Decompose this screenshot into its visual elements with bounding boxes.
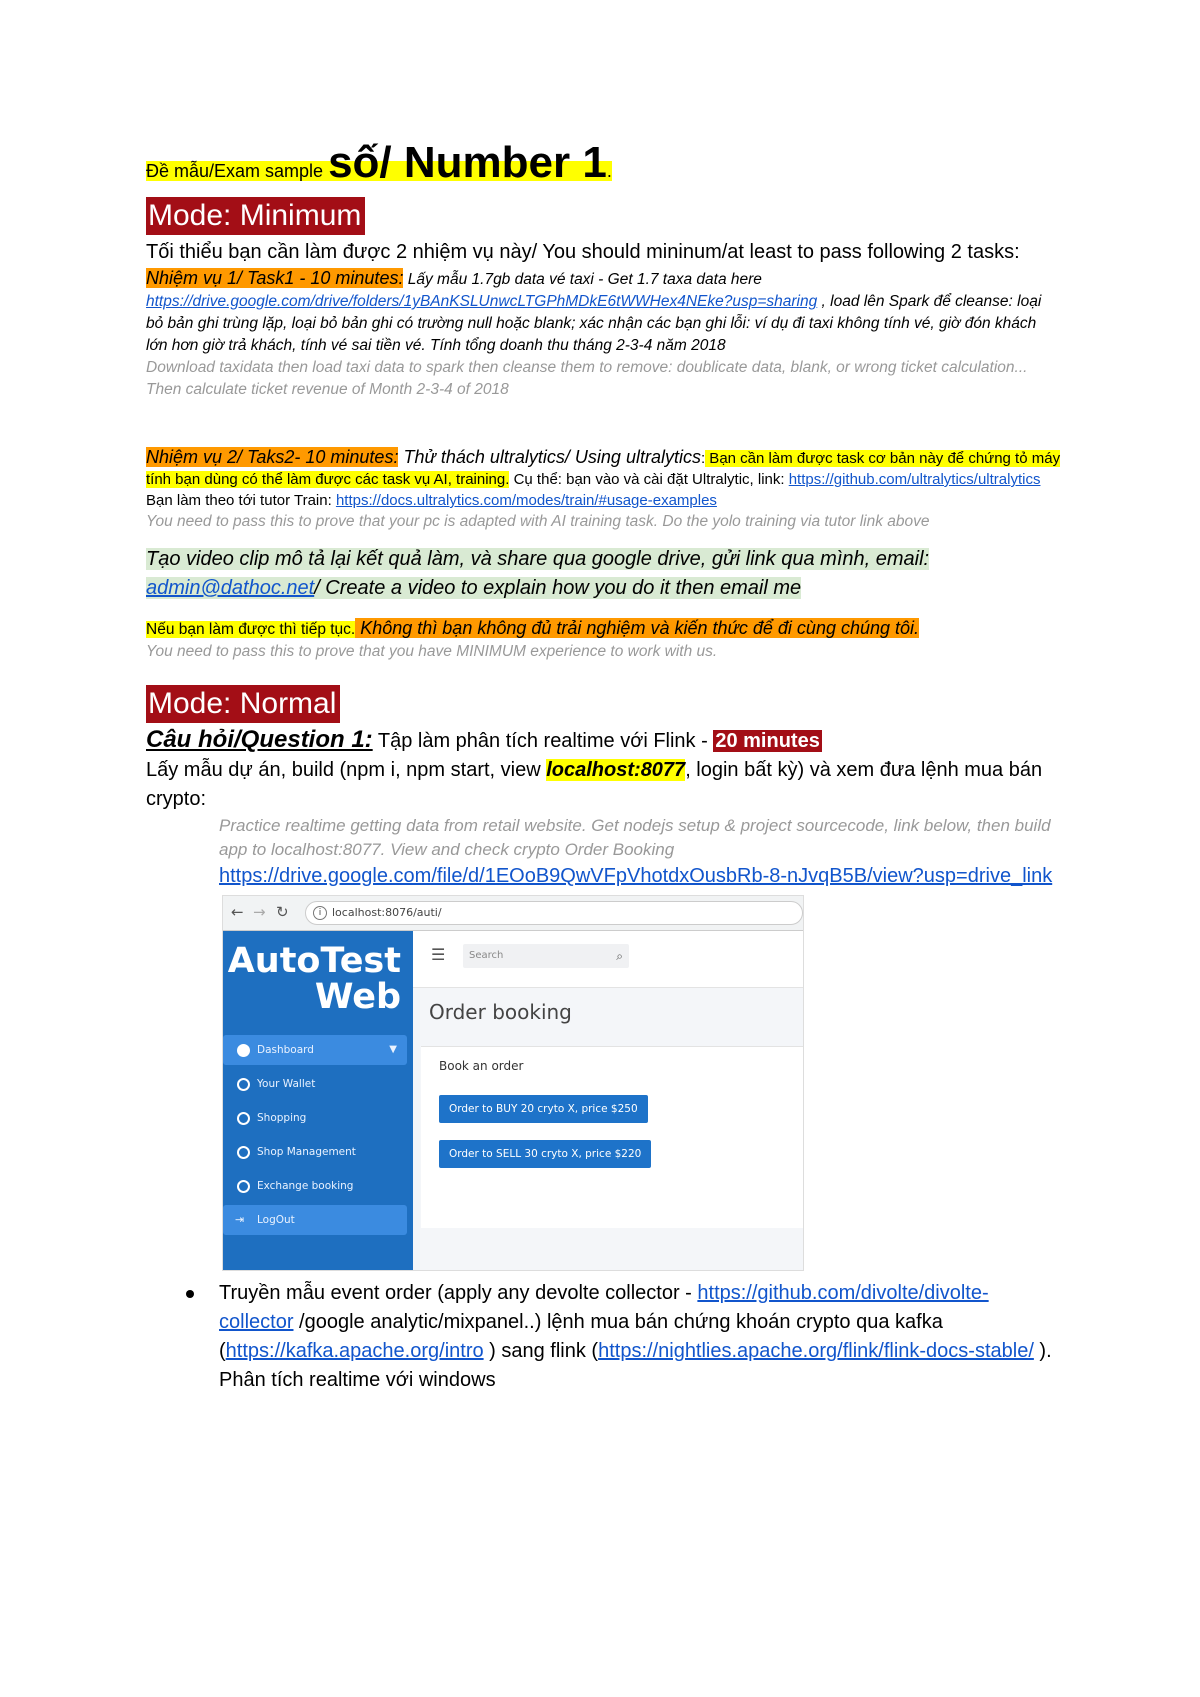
- video-instruction-highlight: [146, 548, 929, 599]
- order-card-title: Book an order: [439, 1059, 524, 1073]
- sell-order-button: Order to SELL 30 cryto X, price $220: [439, 1140, 651, 1168]
- task1-english: Download taxidata then load taxi data to spark then cleanse them to remove: doublicate data, blank, or wrong ticket calculation... Then calculate ticket revenue of Month 2-3-4 of 2018: [146, 359, 1028, 398]
- sidebar-item-exchange-booking: [223, 1171, 407, 1201]
- mode-normal-heading: Mode: Normal: [146, 685, 340, 723]
- task2-heading: Nhiệm vụ 2/ Taks2- 10 minutes:: [146, 447, 399, 467]
- app-screenshot: [222, 895, 804, 1271]
- exam-title-highlight: [146, 138, 612, 187]
- task2-paragraph: [146, 447, 1061, 511]
- exam-title: [146, 140, 1061, 194]
- question1-line: [146, 725, 1061, 756]
- sidebar-item-label: Your Wallet: [257, 1078, 316, 1090]
- question1-drive-link[interactable]: https://drive.google.com/file/d/1EOoB9QwVFpVhotdxOusbRb-8-nJvqB5B/view?usp=drive_link: [219, 865, 1053, 887]
- closing-english: You need to pass this to prove that you have MINIMUM experience to work with us.: [146, 643, 718, 660]
- video-text-en: / Create a video to explain how you do it then email me: [314, 577, 802, 599]
- app-topbar: [413, 931, 803, 988]
- question1-english: Practice realtime getting data from retail website. Get nodejs setup & project sourcecode, link below, then build app to localhost:8077. View and check crypto Order Booking: [219, 816, 1051, 859]
- info-icon: i: [313, 906, 327, 920]
- task2-english: You need to pass this to prove that your pc is adapted with AI training task. Do the yolo training via tutor link above: [146, 513, 930, 530]
- sidebar-item-shopping: [223, 1103, 407, 1133]
- sidebar-item-logout: [223, 1205, 407, 1235]
- logo-line-1: AutoTest: [227, 941, 401, 981]
- bullet-list: [146, 1279, 1061, 1395]
- closing-paragraph: [146, 617, 1061, 641]
- mode-minimum-heading-wrap: [146, 197, 1061, 235]
- task1-paragraph: [146, 267, 1061, 357]
- search-placeholder: Search: [469, 950, 504, 961]
- address-bar: [305, 901, 803, 925]
- question1-link-line: [219, 862, 1061, 891]
- search-icon: ⌕: [616, 949, 623, 963]
- flink-link[interactable]: https://nightlies.apache.org/flink/flink-docs-stable/: [598, 1340, 1034, 1362]
- exam-title-prefix: Đề mẫu/Exam sample: [146, 161, 329, 181]
- sidebar-item-label: LogOut: [257, 1214, 295, 1226]
- dashboard-icon: [237, 1044, 250, 1057]
- sidebar-item-label: Dashboard: [257, 1044, 314, 1056]
- task1-heading: Nhiệm vụ 1/ Task1 - 10 minutes:: [146, 268, 404, 288]
- browser-toolbar: [223, 896, 803, 931]
- video-text: Tạo video clip mô tả lại kết quả làm, và share qua google drive, gửi link qua mình, email:: [146, 548, 930, 570]
- divolte-link[interactable]: https://github.com/divolte/divolte-collector: [219, 1282, 989, 1333]
- mode-normal-heading-wrap: [146, 685, 1061, 723]
- circle-icon: [237, 1078, 250, 1091]
- video-instruction: [146, 545, 1061, 603]
- app-logo: [223, 931, 413, 1015]
- email-link[interactable]: admin@dathoc.net: [146, 577, 315, 599]
- task1-drive-link[interactable]: https://drive.google.com/drive/folders/1yBAnKSLUnwcLTGPhMDkE6tWWHex4NEke?usp=sharing: [146, 293, 818, 310]
- closing-orange: Không thì bạn không đủ trải nghiệm và kiến thức để đi cùng chúng tôi.: [355, 618, 920, 638]
- back-arrow-icon: ←: [231, 903, 244, 921]
- closing-yellow: Nếu bạn làm được thì tiếp tục.: [146, 621, 356, 638]
- document-page: [146, 140, 1061, 1395]
- circle-icon: [237, 1180, 250, 1193]
- task2-text: Cụ thể: bạn vào và cài đặt Ultralytic, link:: [509, 471, 789, 488]
- search-input: [463, 944, 629, 968]
- time-badge: 20 minutes: [715, 730, 820, 752]
- question1-instructions: [146, 756, 1061, 814]
- bullet-dot-icon: [186, 1290, 194, 1298]
- order-card: [421, 1046, 803, 1228]
- sidebar-item-shop-management: [223, 1137, 407, 1167]
- question1-line2a: Lấy mẫu dự án, build (npm i, npm start, view: [146, 759, 547, 781]
- buy-order-button: Order to BUY 20 cryto X, price $250: [439, 1095, 648, 1123]
- sidebar-item-dashboard: [223, 1035, 407, 1065]
- question1-line2b: , login bất kỳ) và xem đưa lệnh mua bán crypto:: [146, 759, 1043, 810]
- exam-title-number: số/ Number 1: [328, 138, 607, 187]
- bullet1-text-3: ) sang flink (: [483, 1340, 599, 1362]
- hamburger-icon: ☰: [431, 945, 446, 964]
- forward-arrow-icon: →: [253, 903, 266, 921]
- logout-icon: ⇥: [235, 1213, 245, 1226]
- circle-icon: [237, 1146, 250, 1159]
- localhost-highlight: localhost:8077: [546, 759, 686, 781]
- task2-github-link[interactable]: https://github.com/ultralytics/ultralytics: [788, 471, 1041, 488]
- task1-text: Lấy mẫu 1.7gb data vé taxi - Get 1.7 taxa data here: [403, 271, 762, 288]
- address-url: localhost:8076/auti/: [332, 906, 442, 919]
- kafka-link[interactable]: https://kafka.apache.org/intro: [225, 1340, 484, 1362]
- task2-colon: :: [700, 450, 706, 467]
- app-sidebar: [223, 931, 413, 1270]
- question1-label: Câu hỏi/Question 1:: [146, 726, 373, 753]
- task1-text-cont: , load lên Spark để cleanse: loại bỏ bản ghi trùng lặp, loại bỏ bản ghi có trường null hoặc blank; xác nhận các bạn ghi lỗi: ví dụ đi taxi không tính vé, giờ đón khách lớn hơn giờ trả khách, tính vé sai tiền vé. Tính tổng doanh thu tháng 2-3-4 năm 2018: [146, 293, 1042, 354]
- circle-icon: [237, 1112, 250, 1125]
- exam-title-suffix: .: [606, 161, 612, 181]
- task2-subtitle: Thử thách ultralytics/ Using ultralytics: [398, 447, 701, 467]
- sidebar-item-label: Shopping: [257, 1112, 307, 1124]
- sidebar-item-label: Shop Management: [257, 1146, 356, 1158]
- bullet1-text: Truyền mẫu event order (apply any devolte collector -: [219, 1282, 698, 1304]
- logo-line-2: Web: [314, 977, 401, 1017]
- reload-icon: ↻: [276, 903, 289, 921]
- list-item: [146, 1279, 1061, 1395]
- task2-docs-link[interactable]: https://docs.ultralytics.com/modes/train/#usage-examples: [335, 492, 717, 509]
- question1-text: Tập làm phân tích realtime với Flink -: [372, 730, 714, 752]
- sidebar-item-label: Exchange booking: [257, 1180, 354, 1192]
- chevron-down-icon: ▼: [389, 1044, 397, 1055]
- task2-highlight: Bạn cần làm được task cơ bản này để chứng tỏ máy tính bạn dùng có thể làm được các task vụ AI, training.: [146, 450, 1061, 488]
- mode-minimum-intro: Tối thiểu bạn cần làm được 2 nhiệm vụ này/ You should mininum/at least to pass following 2 tasks:: [146, 241, 1020, 263]
- task2-text-cont: Bạn làm theo tới tutor Train:: [146, 492, 336, 509]
- order-booking-title: Order booking: [429, 1000, 572, 1024]
- mode-minimum-heading: Mode: Minimum: [146, 197, 365, 235]
- bullet1-text-2: /google analytic/mixpanel..) lệnh mua bán chứng khoán crypto qua kafka (: [219, 1311, 943, 1362]
- sidebar-item-wallet: [223, 1069, 407, 1099]
- bullet1-text-4: ). Phân tích realtime với windows: [219, 1340, 1052, 1391]
